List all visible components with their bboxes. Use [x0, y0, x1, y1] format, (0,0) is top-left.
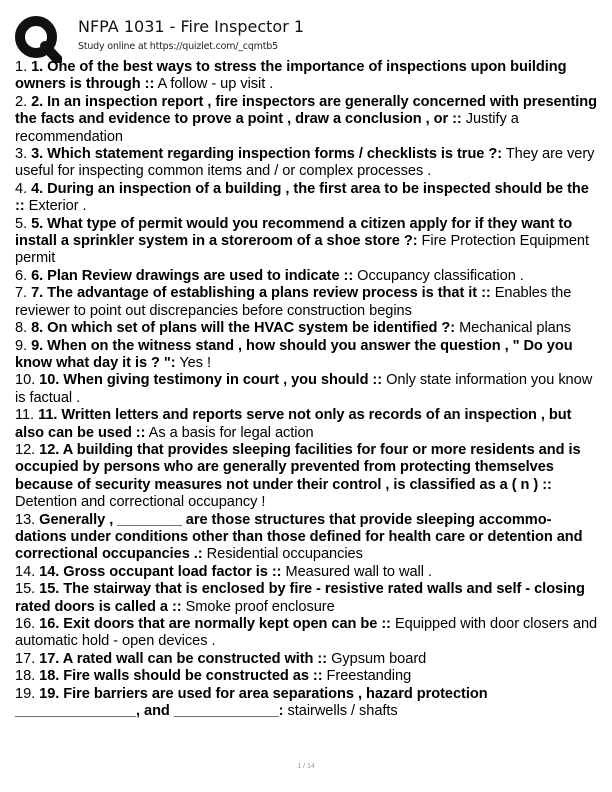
question-text: 2. In an inspection report , fire inspectors are generally concerned with presenting the facts and evidence to prove a point , draw a conclusion , or :: — [15, 93, 598, 128]
question-text: 5. What type of permit would you recommend a citizen apply for if they want to install a sprinkler system in a storeroom of a shoe store ?: — [15, 215, 573, 250]
list-item — [15, 581, 601, 616]
item-number: 4. — [15, 180, 28, 197]
study-online-link[interactable]: Study online at https://quizlet.com/_cqmtb5 — [78, 41, 278, 52]
list-item — [15, 564, 601, 581]
question-text: 10. When giving testimony in court , you should :: — [39, 372, 383, 389]
list-item — [15, 372, 601, 407]
item-number: 6. — [15, 267, 28, 284]
answer-text: Mechanical plans — [459, 320, 572, 337]
item-number: 13. — [15, 511, 36, 528]
question-text: 18. Fire walls should be constructed as :: — [39, 668, 323, 685]
answer-text: Smoke proof enclosure — [185, 598, 335, 615]
list-item — [15, 651, 601, 668]
answer-text: Only state information you know is factual . — [15, 372, 593, 406]
question-text: 16. Exit doors that are normally kept open can be :: — [39, 616, 391, 632]
list-item — [15, 407, 601, 442]
question-text: 3. Which statement regarding inspection forms / checklists is true ?: — [31, 146, 503, 163]
item-number: 18. — [15, 668, 36, 685]
answer-text: Exterior . — [28, 198, 87, 215]
question-text: 19. Fire barriers are used for area separations , hazard protection _______________, and _____________: — [15, 685, 488, 720]
list-item — [15, 268, 601, 285]
list-item — [15, 146, 601, 181]
answer-text: Measured wall to wall . — [285, 563, 432, 580]
answer-text: Residential occupancies — [206, 546, 363, 563]
answer-text: A follow - up visit . — [157, 76, 274, 93]
list-item — [15, 686, 601, 721]
item-number: 14. — [15, 563, 36, 580]
answer-text: Fire Protection Equipment permit — [15, 233, 590, 267]
list-item — [15, 442, 601, 512]
answer-text: Detention and correctional occupancy ! — [15, 494, 266, 511]
answer-text: Enables the reviewer to point out discrepancies before construction begins — [15, 285, 572, 319]
qa-list — [15, 59, 601, 720]
question-text: 15. The stairway that is enclosed by fire - resistive rated walls and self - closing rated doors is called a :: — [15, 581, 585, 615]
question-text: 1. One of the best ways to stress the importance of inspections upon building owners is through :: — [15, 59, 567, 93]
item-number: 16. — [15, 616, 36, 632]
list-item — [15, 616, 601, 651]
answer-text: Yes ! — [179, 354, 212, 371]
item-number: 7. — [15, 285, 28, 302]
answer-text: Occupancy classification . — [357, 267, 524, 284]
list-item — [15, 338, 601, 373]
question-text: 12. A building that provides sleeping facilities for four or more residents and is occupied by persons who are generally prevented from protecting themselves because of security measures not under their control , is classified as a ( n ) :: — [15, 441, 581, 493]
item-number: 5. — [15, 215, 28, 232]
list-item — [15, 285, 601, 320]
answer-text: Justify a recommendation — [15, 111, 519, 145]
list-item — [15, 94, 601, 146]
question-text: 9. When on the witness stand , how should you answer the question , " Do you know what day it is ? ": — [15, 337, 573, 371]
answer-text: Gypsum board — [331, 650, 427, 667]
document-title: NFPA 1031 - Fire Inspector 1 — [78, 17, 305, 36]
answer-text: Equipped with door closers and automatic hold - open devices . — [15, 616, 598, 650]
list-item — [15, 216, 601, 268]
document-header — [14, 14, 604, 60]
answer-text: They are very useful for inspecting common items and / or complex processes . — [15, 146, 595, 180]
list-item — [15, 320, 601, 337]
item-number: 9. — [15, 337, 28, 354]
question-text: 6. Plan Review drawings are used to indicate :: — [31, 267, 354, 284]
answer-text: stairwells / shafts — [287, 703, 398, 720]
quizlet-logo-icon — [14, 15, 62, 63]
list-item — [15, 181, 601, 216]
item-number: 1. — [15, 59, 28, 75]
answer-text: As a basis for legal action — [148, 424, 314, 441]
item-number: 15. — [15, 581, 36, 598]
item-number: 17. — [15, 650, 36, 667]
question-text: 8. On which set of plans will the HVAC system be identified ?: — [31, 320, 456, 337]
item-number: 2. — [15, 93, 28, 110]
page-number: 1 / 14 — [297, 763, 315, 770]
item-number: 3. — [15, 146, 28, 163]
list-item — [15, 59, 601, 94]
item-number: 8. — [15, 320, 28, 337]
answer-text: Freestanding — [326, 668, 412, 685]
list-item — [15, 668, 601, 685]
item-number: 10. — [15, 372, 36, 389]
question-text: 14. Gross occupant load factor is :: — [39, 563, 282, 580]
item-number: 19. — [15, 685, 36, 702]
item-number: 11. — [15, 407, 35, 424]
question-text: 4. During an inspection of a building , the first area to be inspected should be the :: — [15, 180, 589, 215]
list-item — [15, 512, 601, 564]
question-text: 7. The advantage of establishing a plans review process is that it :: — [31, 285, 491, 302]
question-text: 17. A rated wall can be constructed with :: — [39, 650, 328, 667]
question-text: Generally , ________ are those structures that provide sleeping accommo- dations under conditions other than those defined for health care or detention and correctional occupancies .: — [15, 511, 583, 563]
question-text: 11. Written letters and reports serve not only as records of an inspection , but also can be used :: — [15, 407, 572, 441]
item-number: 12. — [15, 441, 36, 458]
